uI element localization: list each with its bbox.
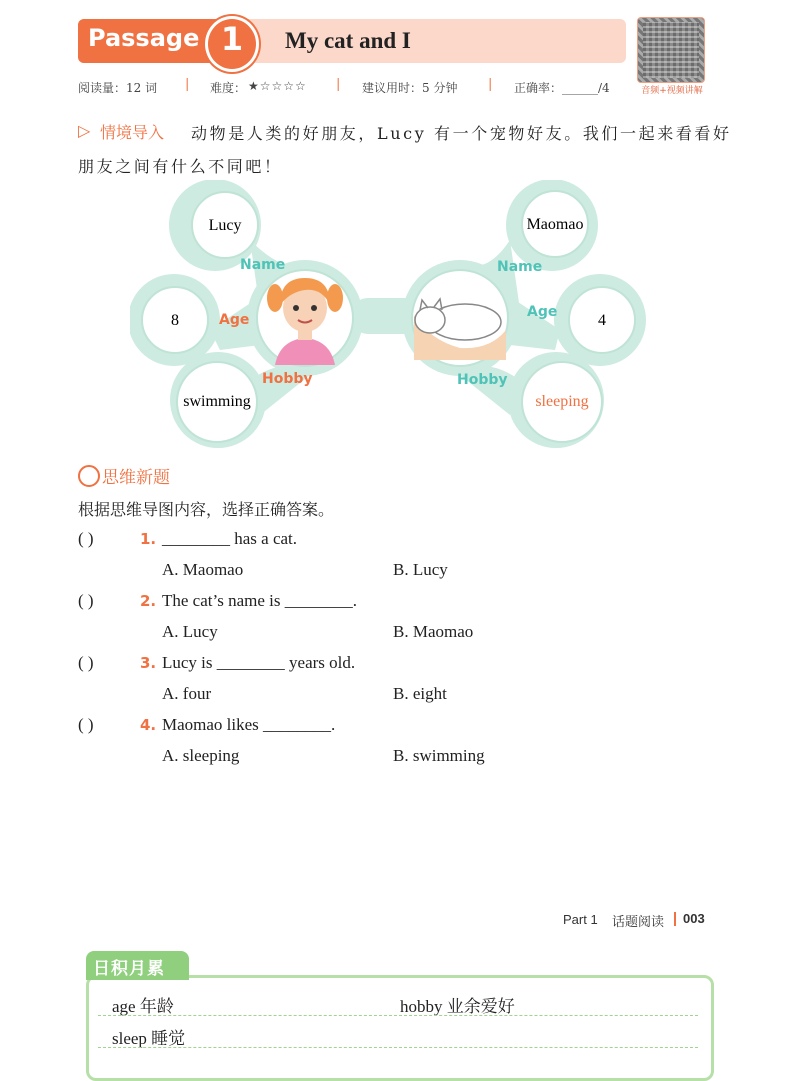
question-number: 1. <box>140 530 157 548</box>
map-key-right-hobby: Hobby <box>457 372 508 388</box>
option-a[interactable]: A. Lucy <box>162 622 218 641</box>
node-right-age-value: 4 <box>598 312 606 329</box>
qr-code-pattern <box>643 22 699 78</box>
option-b[interactable]: B. Maomao <box>393 622 474 641</box>
question-text: Lucy is ________ years old. <box>162 653 356 672</box>
footer-divider <box>674 912 676 926</box>
vocab-item: age 年龄 <box>112 997 174 1016</box>
page-title: My cat and I <box>285 28 411 53</box>
node-left-name-value: Lucy <box>208 217 242 234</box>
intro-title: 情境导入 <box>100 123 165 142</box>
passage-label: Passage <box>88 24 200 52</box>
question-text: The cat’s name is ________. <box>162 591 357 610</box>
vocab-item: hobby 业余爱好 <box>400 997 515 1016</box>
node-left-age-value: 8 <box>171 312 179 329</box>
intro-text-line2: 朋友之间有什么不同吧！ <box>78 157 283 176</box>
mind-map <box>130 180 660 455</box>
option-b[interactable]: B. Lucy <box>393 560 448 579</box>
question-number: 3. <box>140 654 157 672</box>
intro-text-line1: 动物是人类的好朋友，Lucy 有一个宠物好友。我们一起来看看好 <box>191 124 732 143</box>
pencil-icon <box>78 465 100 487</box>
difficulty-stars: ★☆☆☆☆ <box>248 79 307 93</box>
map-key-left-age: Age <box>219 312 250 328</box>
dashed-line <box>98 1047 698 1048</box>
option-b[interactable]: B. eight <box>393 684 447 703</box>
section-title: 思维新题 <box>102 468 170 488</box>
node-right-hobby-value: sleeping <box>535 393 589 410</box>
cat-portrait-icon <box>412 270 508 366</box>
footer-part: Part 1 <box>563 912 598 927</box>
question-number: 4. <box>140 716 157 734</box>
difficulty-label: 难度： <box>210 81 247 95</box>
page-number: 003 <box>683 911 705 926</box>
map-key-left-name: Name <box>240 257 286 273</box>
node-right-name-value: Maomao <box>526 216 584 233</box>
vocab-item: sleep 睡觉 <box>112 1029 186 1048</box>
map-key-right-name: Name <box>497 259 543 275</box>
dashed-line <box>98 1015 698 1016</box>
divider: | <box>488 77 493 92</box>
vocab-tab-label: 日积月累 <box>93 959 165 979</box>
map-key-left-hobby: Hobby <box>262 371 313 387</box>
question-text: Maomao likes ________. <box>162 715 336 734</box>
answer-blank[interactable]: ( ) <box>78 529 94 548</box>
option-a[interactable]: A. sleeping <box>162 746 240 765</box>
word-count: 阅读量：12 词 <box>78 81 158 95</box>
question-number: 2. <box>140 592 157 610</box>
qr-caption: 音频+视频讲解 <box>641 86 703 96</box>
passage-number: 1 <box>220 20 244 58</box>
answer-blank[interactable]: ( ) <box>78 591 94 610</box>
play-arrow-icon: ▷ <box>78 121 91 140</box>
option-a[interactable]: A. four <box>162 684 212 703</box>
map-key-right-age: Age <box>527 304 558 320</box>
divider: | <box>185 77 190 92</box>
footer-section: 话题阅读 <box>612 915 665 930</box>
instruction: 根据思维导图内容，选择正确答案。 <box>78 500 335 519</box>
suggested-time: 建议用时：5 分钟 <box>362 81 458 95</box>
node-left-hobby-value: swimming <box>183 393 251 410</box>
accuracy: 正确率：______/4 <box>514 81 610 95</box>
divider: | <box>336 77 341 92</box>
girl-portrait-icon <box>257 270 353 366</box>
answer-blank[interactable]: ( ) <box>78 653 94 672</box>
option-a[interactable]: A. Maomao <box>162 560 244 579</box>
question-text: ________ has a cat. <box>162 529 298 548</box>
answer-blank[interactable]: ( ) <box>78 715 94 734</box>
option-b[interactable]: B. swimming <box>393 746 485 765</box>
